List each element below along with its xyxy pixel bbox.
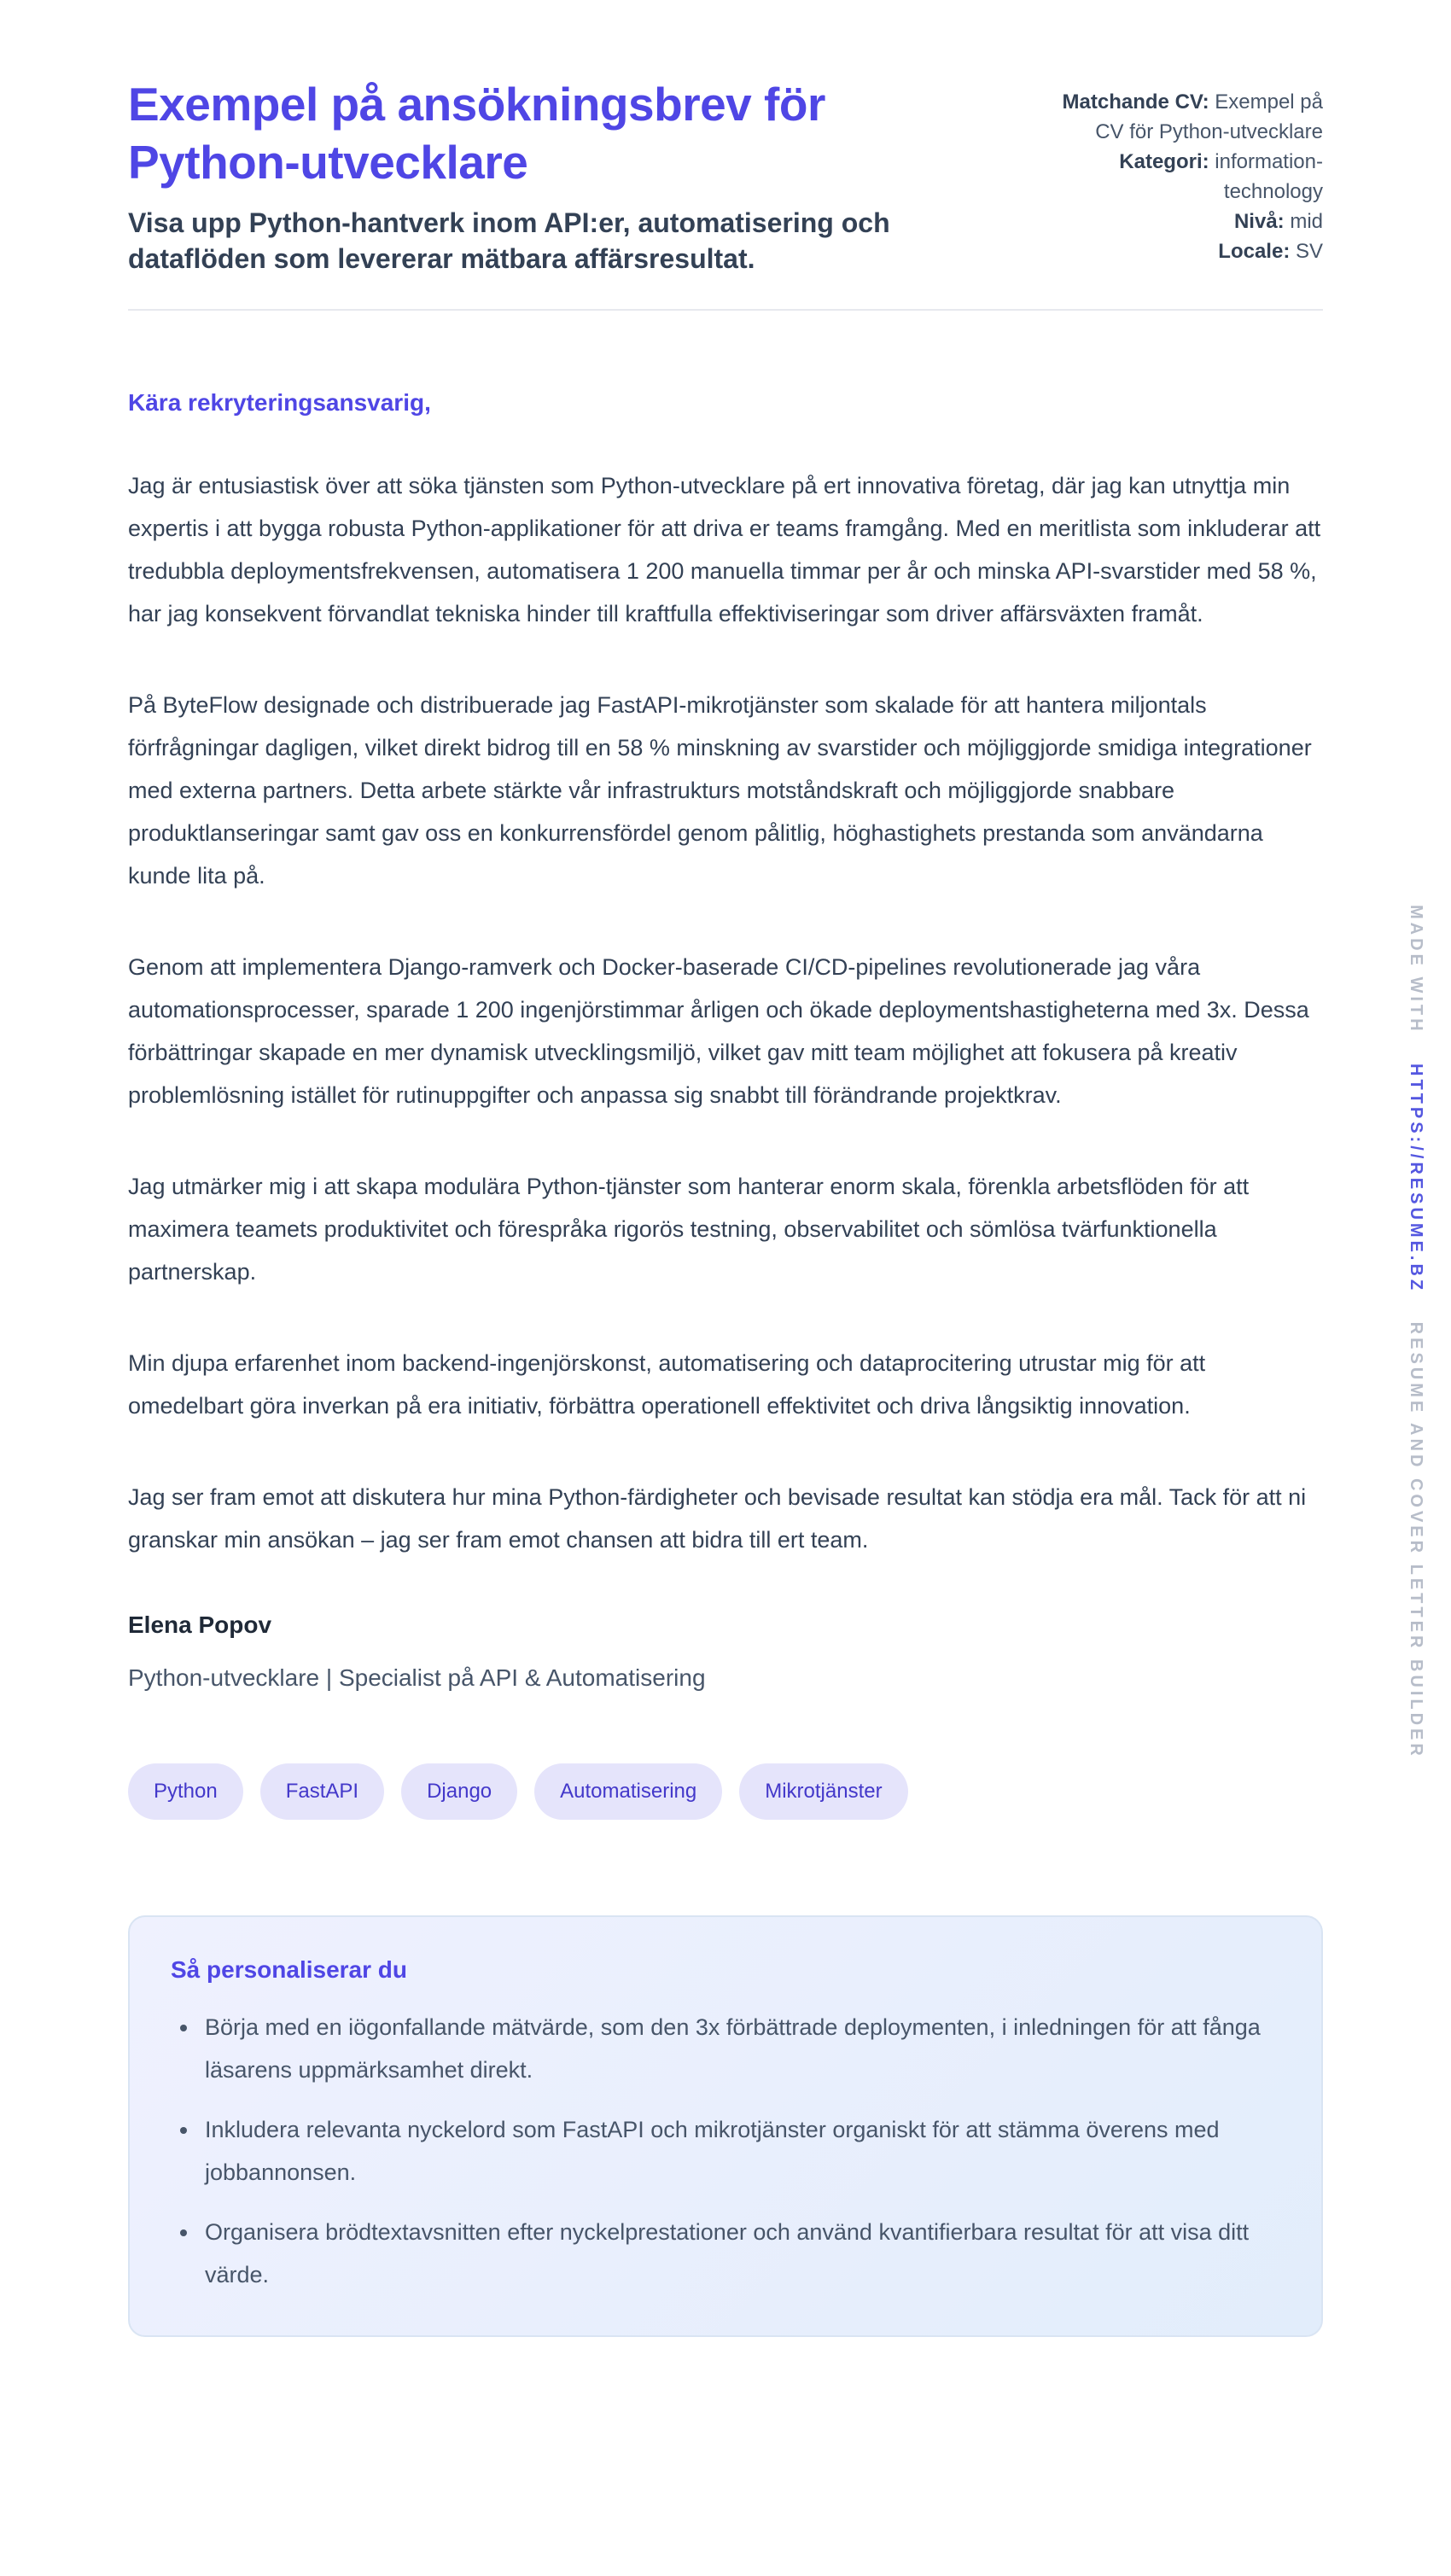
meta-label-category: Kategori: [1119,150,1209,173]
watermark-link[interactable]: HTTPS://RESUME.BZ [1407,1063,1425,1293]
meta-row-category [1033,147,1323,207]
meta-label-level: Nivå: [1233,210,1285,233]
meta-value-level: mid [1290,210,1323,233]
letter-paragraph-2: På ByteFlow designade och distribuerade jag FastAPI-mikrotjänster som skalade för att hantera miljontals förfrågningar dagligen, vilket direkt bidrog till en 58 % minskning av svarstider och möjliggjorde smidiga integrationer med externa partners. Detta arbete stärkte vår infrastrukturs motståndskraft och möjliggjorde snabbare produktlanseringar samt gav oss en konkurrensfördel genom pålitlig, höghastighets prestanda som användarna kunde lita på. [128,692,1312,889]
personalization-tips-card [128,1915,1323,2337]
meta-label-matching-cv: Matchande CV: [1062,90,1209,114]
letter-paragraph-4: Jag utmärker mig i att skapa modulära Python-tjänster som hanterar enorm skala, förenkla arbetsflöden för att maximera teamets produktivitet och förespråka rigorös testning, observabilitet och sömlösa tvärfunktionella partnerskap. [128,1174,1250,1285]
meta-panel [1033,75,1323,266]
meta-label-locale: Locale: [1218,240,1291,263]
signature-name: Elena Popov [128,1611,272,1638]
tips-list [171,2006,1280,2296]
made-with-watermark [1406,905,1425,1759]
meta-row-level [1033,207,1323,236]
watermark-prefix: MADE WITH [1407,905,1425,1034]
tag-django: Django [401,1763,517,1820]
page-subtitle: Visa upp Python-hantverk inom API:er, automatisering och dataflöden som levererar mätbara affärsresultat. [128,207,890,274]
tag-list [128,1763,1323,1820]
tag-fastapi: FastAPI [260,1763,384,1820]
letter-paragraph-6: Jag ser fram emot att diskutera hur mina Python-färdigheter och bevisade resultat kan stödja era mål. Tack för att ni granskar min ansökan – jag ser fram emot chansen att bidra till ert team. [128,1484,1307,1553]
tip-item-3: • Organisera brödtextavsnitten efter nyckelprestationer och använd kvantifierbara resultat för att visa ditt värde. [200,2211,1280,2296]
tag-automatisering: Automatisering [534,1763,722,1820]
tip-item-2: • Inkludera relevanta nyckelord som FastAPI och mikrotjänster organiskt för att stämma överens med jobbannonsen. [200,2108,1280,2194]
letter-body [128,386,1323,2337]
meta-row-locale [1033,236,1323,266]
meta-row-matching-cv [1033,87,1323,147]
signature-title: Python-utvecklare | Specialist på API & Automatisering [128,1664,706,1691]
header-left [128,75,947,277]
greeting: Kära rekryteringsansvarig, [128,389,431,416]
header [128,75,1323,277]
tips-title: Så personaliserar du [171,1956,408,1983]
letter-paragraph-1: Jag är entusiastisk över att söka tjänsten som Python-utvecklare på ert innovativa företag, där jag kan utnyttja min expertis i att bygga robusta Python-applikationer för att driva er teams framgång. Med en meritlista som inkluderar att tredubbla deploymentsfrekvensen, automatisera 1 200 manuella timmar per år och minska API-svarstider med 58 %, har jag konsekvent förvandlat tekniska hinder till kraftfulla effektiviseringar som driver affärsväxten framåt. [128,473,1321,627]
meta-value-matching-cv: Exempel på CV för Python-utvecklare [1095,90,1323,143]
page-title: Exempel på ansökningsbrev för Python-utvecklare [128,78,825,189]
letter-paragraph-5: Min djupa erfarenhet inom backend-ingenjörskonst, automatisering och dataprocitering utrustar mig för att omedelbart göra inverkan på era initiativ, förbättra operationell effektivitet och driva långsiktig innovation. [128,1350,1206,1419]
tip-item-1: • Börja med en iögonfallande mätvärde, som den 3x förbättrade deploymenten, i inledningen för att fånga läsarens uppmärksamhet direkt. [200,2006,1280,2091]
tag-mikrotjanster: Mikrotjänster [739,1763,907,1820]
header-divider [128,309,1323,311]
letter-paragraph-3: Genom att implementera Django-ramverk och Docker-baserade CI/CD-pipelines revolutionerade jag våra automationsprocesser, sparade 1 200 ingenjörstimmar årligen och ökade deploymentshastigheterna med 3x. Dessa förbättringar skapade en mer dynamisk utvecklingsmiljö, vilket gav mitt team möjlighet att fokusera på kreativ problemlösning istället för rutinuppgifter och anpassa sig snabbt till förändrande projektkrav. [128,954,1309,1108]
watermark-suffix: RESUME AND COVER LETTER BUILDER [1407,1321,1425,1759]
meta-value-locale: SV [1295,240,1323,263]
tag-python: Python [128,1763,243,1820]
meta-value-category: information-technology [1215,150,1323,203]
